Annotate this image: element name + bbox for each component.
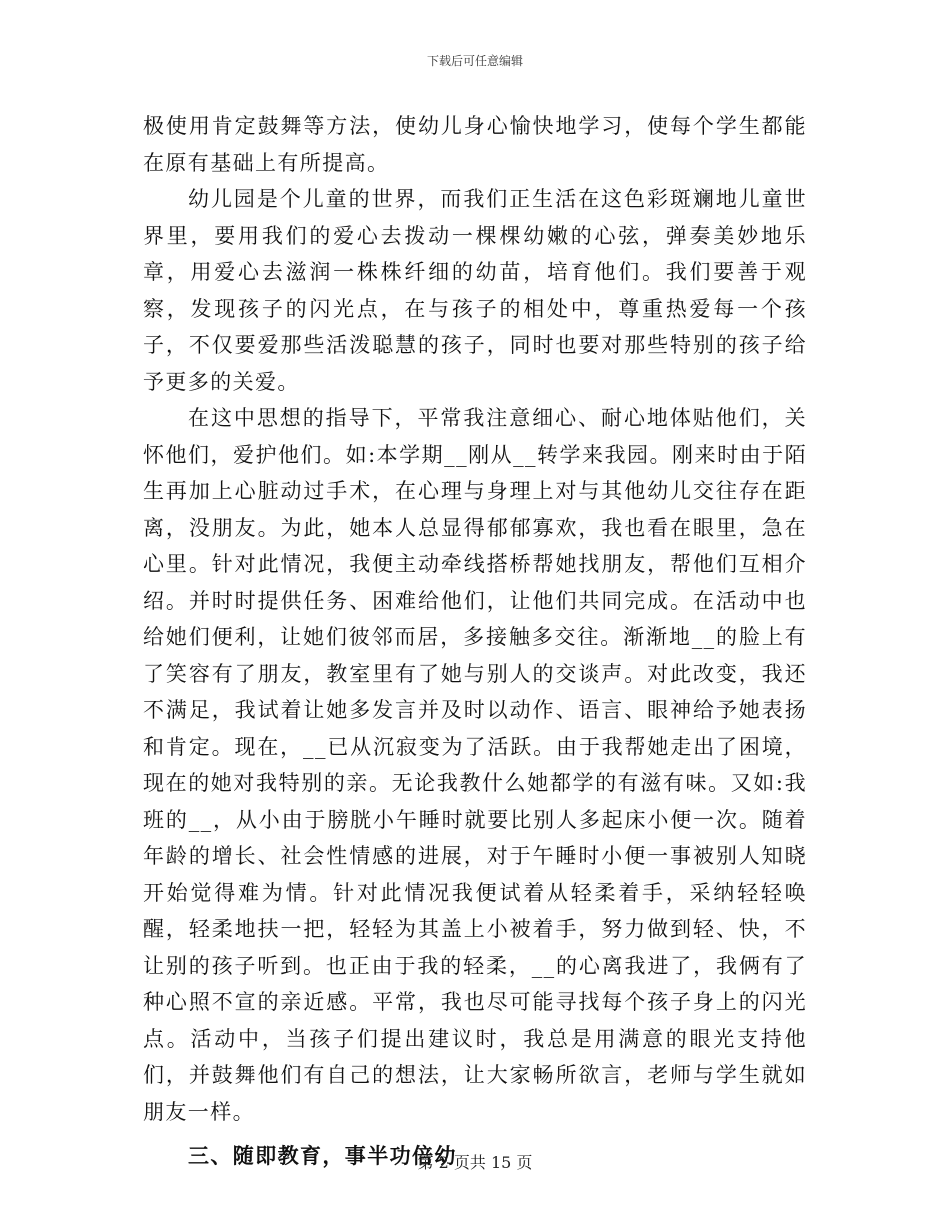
paragraph-continuation: 极使用肯定鼓舞等方法，使幼儿身心愉快地学习，使每个学生都能在原有基础上有所提高。 (143, 114, 807, 175)
paragraph-guiding-thought: 在这中思想的指导下，平常我注意细心、耐心地体贴他们，关怀他们，爱护他们。如:本学期__刚从__转学来我园。刚来时由于陌生再加上心脏动过手术，在心理与身理上对与其他幼儿交往存在距离，没朋友。为此，她本人总显得郁郁寡欢，我也看在眼里，急在心里。针对此情况，我便主动牵线搭桥帮她找朋友，帮他们互相介绍。并时时提供任务、困难给他们，让他们共同完成。在活动中也给她们便利，让她们彼邻而居，多接触多交往。渐渐地__的脸上有了笑容有了朋友，教室里有了她与别人的交谈声。对此改变，我还不满足，我试着让她多发言并及时以动作、语言、眼神给予她表扬和肯定。现在，__已从沉寂变为了活跃。由于我帮她走出了困境，现在的她对我特别的亲。无论我教什么她都学的有滋有味。又如:我班的__，从小由于膀胱小午睡时就要比别人多起床小便一次。随着年龄的增长、社会性情感的进展，对于午睡时小便一事被别人知晓开始觉得难为情。针对此情况我便试着从轻柔着手，采纳轻轻唤醒，轻柔地扶一把，轻轻为其盖上小被着手，努力做到轻、快，不让别的孩子听到。也正由于我的轻柔，__的心离我进了，我俩有了种心照不宣的亲近感。平常，我也尽可能寻找每个孩子身上的闪光点。活动中，当孩子们提出建议时，我总是用满意的眼光支持他们，并鼓舞他们有自己的想法，让大家畅所欲言，老师与学生就如朋友一样。 (143, 406, 807, 1124)
document-body (143, 108, 807, 1175)
page-footer: 第 2 页共 15 页 (417, 1153, 533, 1172)
section-heading: 三、随即教育，事半功倍幼 (188, 1143, 457, 1168)
page-header: 下载后可任意编辑 (426, 54, 523, 68)
paragraph-kindergarten-world: 幼儿园是个儿童的世界，而我们正生活在这色彩斑斓地儿童世界里，要用我们的爱心去拨动一棵棵幼嫩的心弦，弹奏美妙地乐章，用爱心去滋润一株株纤细的幼苗，培育他们。我们要善于观察，发现孩子的闪光点，在与孩子的相处中，尊重热爱每一个孩子，不仅要爱那些活泼聪慧的孩子，同时也要对那些特别的孩子给予更多的关爱。 (143, 187, 807, 394)
